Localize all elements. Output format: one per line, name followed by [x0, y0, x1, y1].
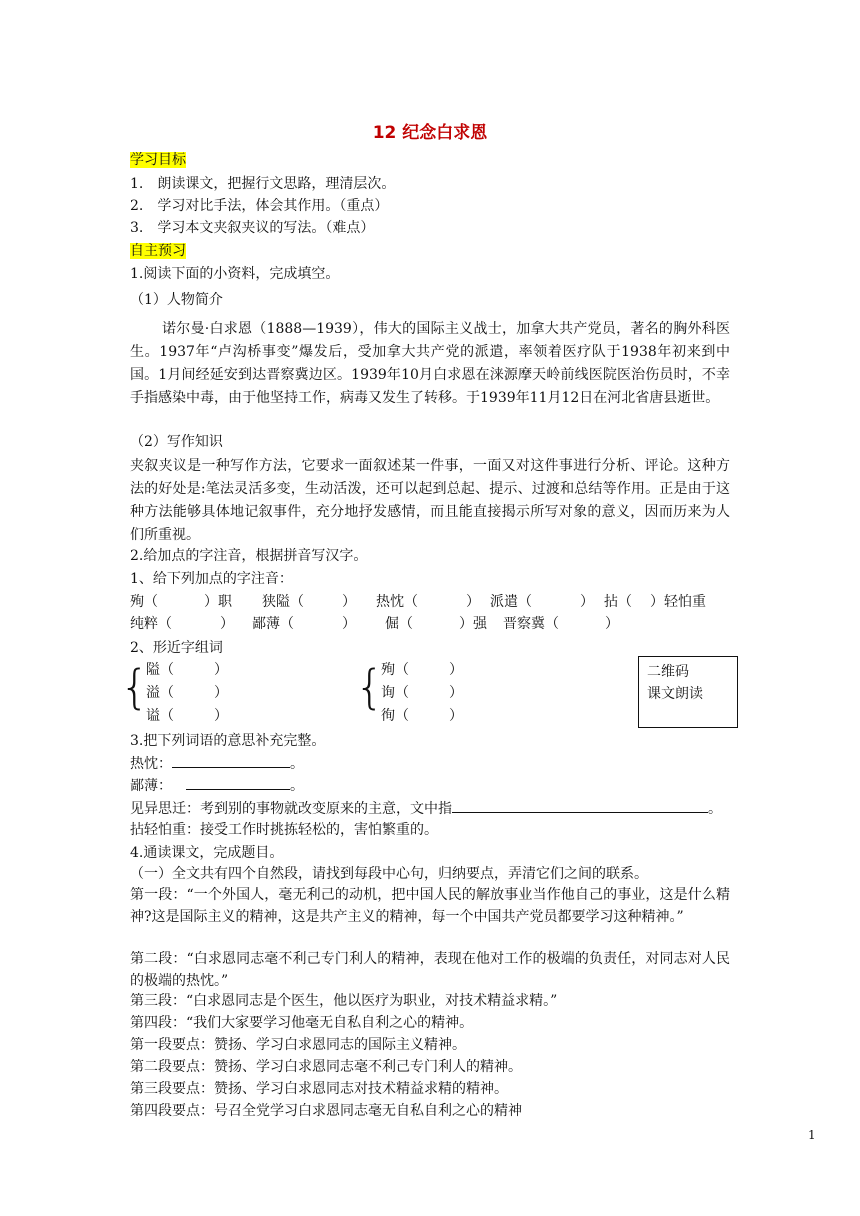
paragraph-point-2: 第二段要点：赞扬、学习白求恩同志毫不利己专门利人的精神。 [130, 1059, 522, 1075]
paragraph-point-1: 第一段要点：赞扬、学习白求恩同志的国际主义精神。 [130, 1037, 466, 1053]
question-4-1: （一）全文共有四个自然段，请找到每段中心句，归纳要点，弄清它们之间的联系。 [130, 866, 648, 882]
pinyin-item: 热忱（ ） [376, 594, 480, 610]
qr-label: 二维码 [647, 664, 689, 680]
brace-left: { [120, 660, 150, 714]
pinyin-item: 倔（ ）强 [385, 616, 487, 632]
word-definition: 拈轻怕重：接受工作时挑拣轻松的，害怕繁重的。 [130, 822, 438, 838]
subheading-bio: （1）人物简介 [130, 292, 223, 308]
word-definition: 鄙薄： 。 [130, 775, 304, 796]
goal-item: 1. 朗读课文，把握行文思路，理清层次。 [130, 176, 396, 192]
word-definition: 见异思迁：考到别的事物就改变原来的主意，文中指 。 [130, 798, 722, 819]
word-group-item: 溢（ ） [146, 685, 228, 701]
question-1: 1.阅读下面的小资料，完成填空。 [130, 266, 340, 282]
paragraph-quote-1: 第一段：“一个外国人，毫无利己的动机，把中国人民的解放事业当作他自己的事业，这是什么精神?这是国际主义的精神，这是共产主义的精神，每一个中国共产党员都要学习这种精神。” [130, 887, 730, 925]
word-group-item: 谥（ ） [146, 708, 228, 724]
paragraph-quote-3: 第三段：“白求恩同志是个医生，他以医疗为职业，对技术精益求精。” [130, 993, 558, 1009]
page-title: 12 纪念白求恩 [372, 123, 488, 143]
question-3: 3.把下列词语的意思补充完整。 [130, 733, 326, 749]
question-2: 2.给加点的字注音，根据拼音写汉字。 [130, 548, 368, 564]
page-number: 1 [808, 1128, 816, 1142]
paragraph-point-4: 第四段要点：号召全党学习白求恩同志毫无自私自利之心的精神 [130, 1103, 522, 1119]
pinyin-item: 晋察冀（ ） [503, 616, 619, 632]
brace-left: { [355, 660, 385, 714]
word-group-item: 殉（ ） [381, 662, 463, 678]
word-group-item: 隘（ ） [146, 662, 228, 678]
writing-paragraph: 夹叙夹议是一种写作方法，它要求一面叙述某一件事，一面又对这件事进行分析、评论。这种方法的好处是:笔法灵活多变，生动活泼，还可以起到总起、提示、过渡和总结等作用。正是由于这种方法能够具体地记叙事件，充分地抒发感情，而且能直接揭示所写对象的意义，因而历来为人们所重视。 [130, 458, 730, 543]
subheading-writing: （2）写作知识 [130, 434, 223, 450]
pinyin-item: 派遣（ ） [490, 594, 594, 610]
paragraph-quote-4: 第四段：“我们大家要学习他毫无自私自利之心的精神。 [130, 1015, 474, 1031]
goal-item: 2. 学习对比手法，体会其作用。（重点） [130, 198, 389, 214]
goals-heading: 学习目标 [130, 152, 186, 168]
qr-sub-label: 课文朗读 [647, 686, 703, 702]
goal-item: 3. 学习本文夹叙夹议的写法。（难点） [130, 220, 375, 236]
bio-paragraph: 诺尔曼·白求恩（1888—1939），伟大的国际主义战士，加拿大共产党员，著名的胸外科医生。1937年“卢沟桥事变”爆发后，受加拿大共产党的派遣，率领着医疗队于1938年初来到中国。1月间经延安到达晋察冀边区。1939年10月白求恩在涞源摩天岭前线医院医治伤员时，不幸手指感染中毒，由于他坚持工作，病毒又发生了转移。于1939年11月12日在河北省唐县逝世。 [130, 321, 730, 406]
word-group-item: 徇（ ） [381, 708, 463, 724]
question-2-2: 2、形近字组词 [130, 640, 223, 656]
qr-code-box[interactable] [638, 656, 738, 728]
pinyin-item: 拈（ ）轻怕重 [604, 594, 706, 610]
pinyin-item: 殉（ ）职 [130, 594, 232, 610]
paragraph-quote-2: 第二段：“白求恩同志毫不利己专门利人的精神，表现在他对工作的极端的负责任，对同志对人民的极端的热忱。” [130, 951, 730, 989]
paragraph-point-3: 第三段要点：赞扬、学习白求恩同志对技术精益求精的精神。 [130, 1081, 508, 1097]
question-2-1: 1、给下列加点的字注音： [130, 571, 293, 587]
word-definition: 热忱： 。 [130, 753, 304, 774]
pinyin-item: 纯粹（ ） [130, 616, 234, 632]
preview-heading: 自主预习 [130, 243, 186, 259]
pinyin-item: 鄙薄（ ） [252, 616, 356, 632]
word-group-item: 询（ ） [381, 685, 463, 701]
pinyin-item: 狭隘（ ） [262, 594, 356, 610]
question-4: 4.通读课文，完成题目。 [130, 845, 284, 861]
